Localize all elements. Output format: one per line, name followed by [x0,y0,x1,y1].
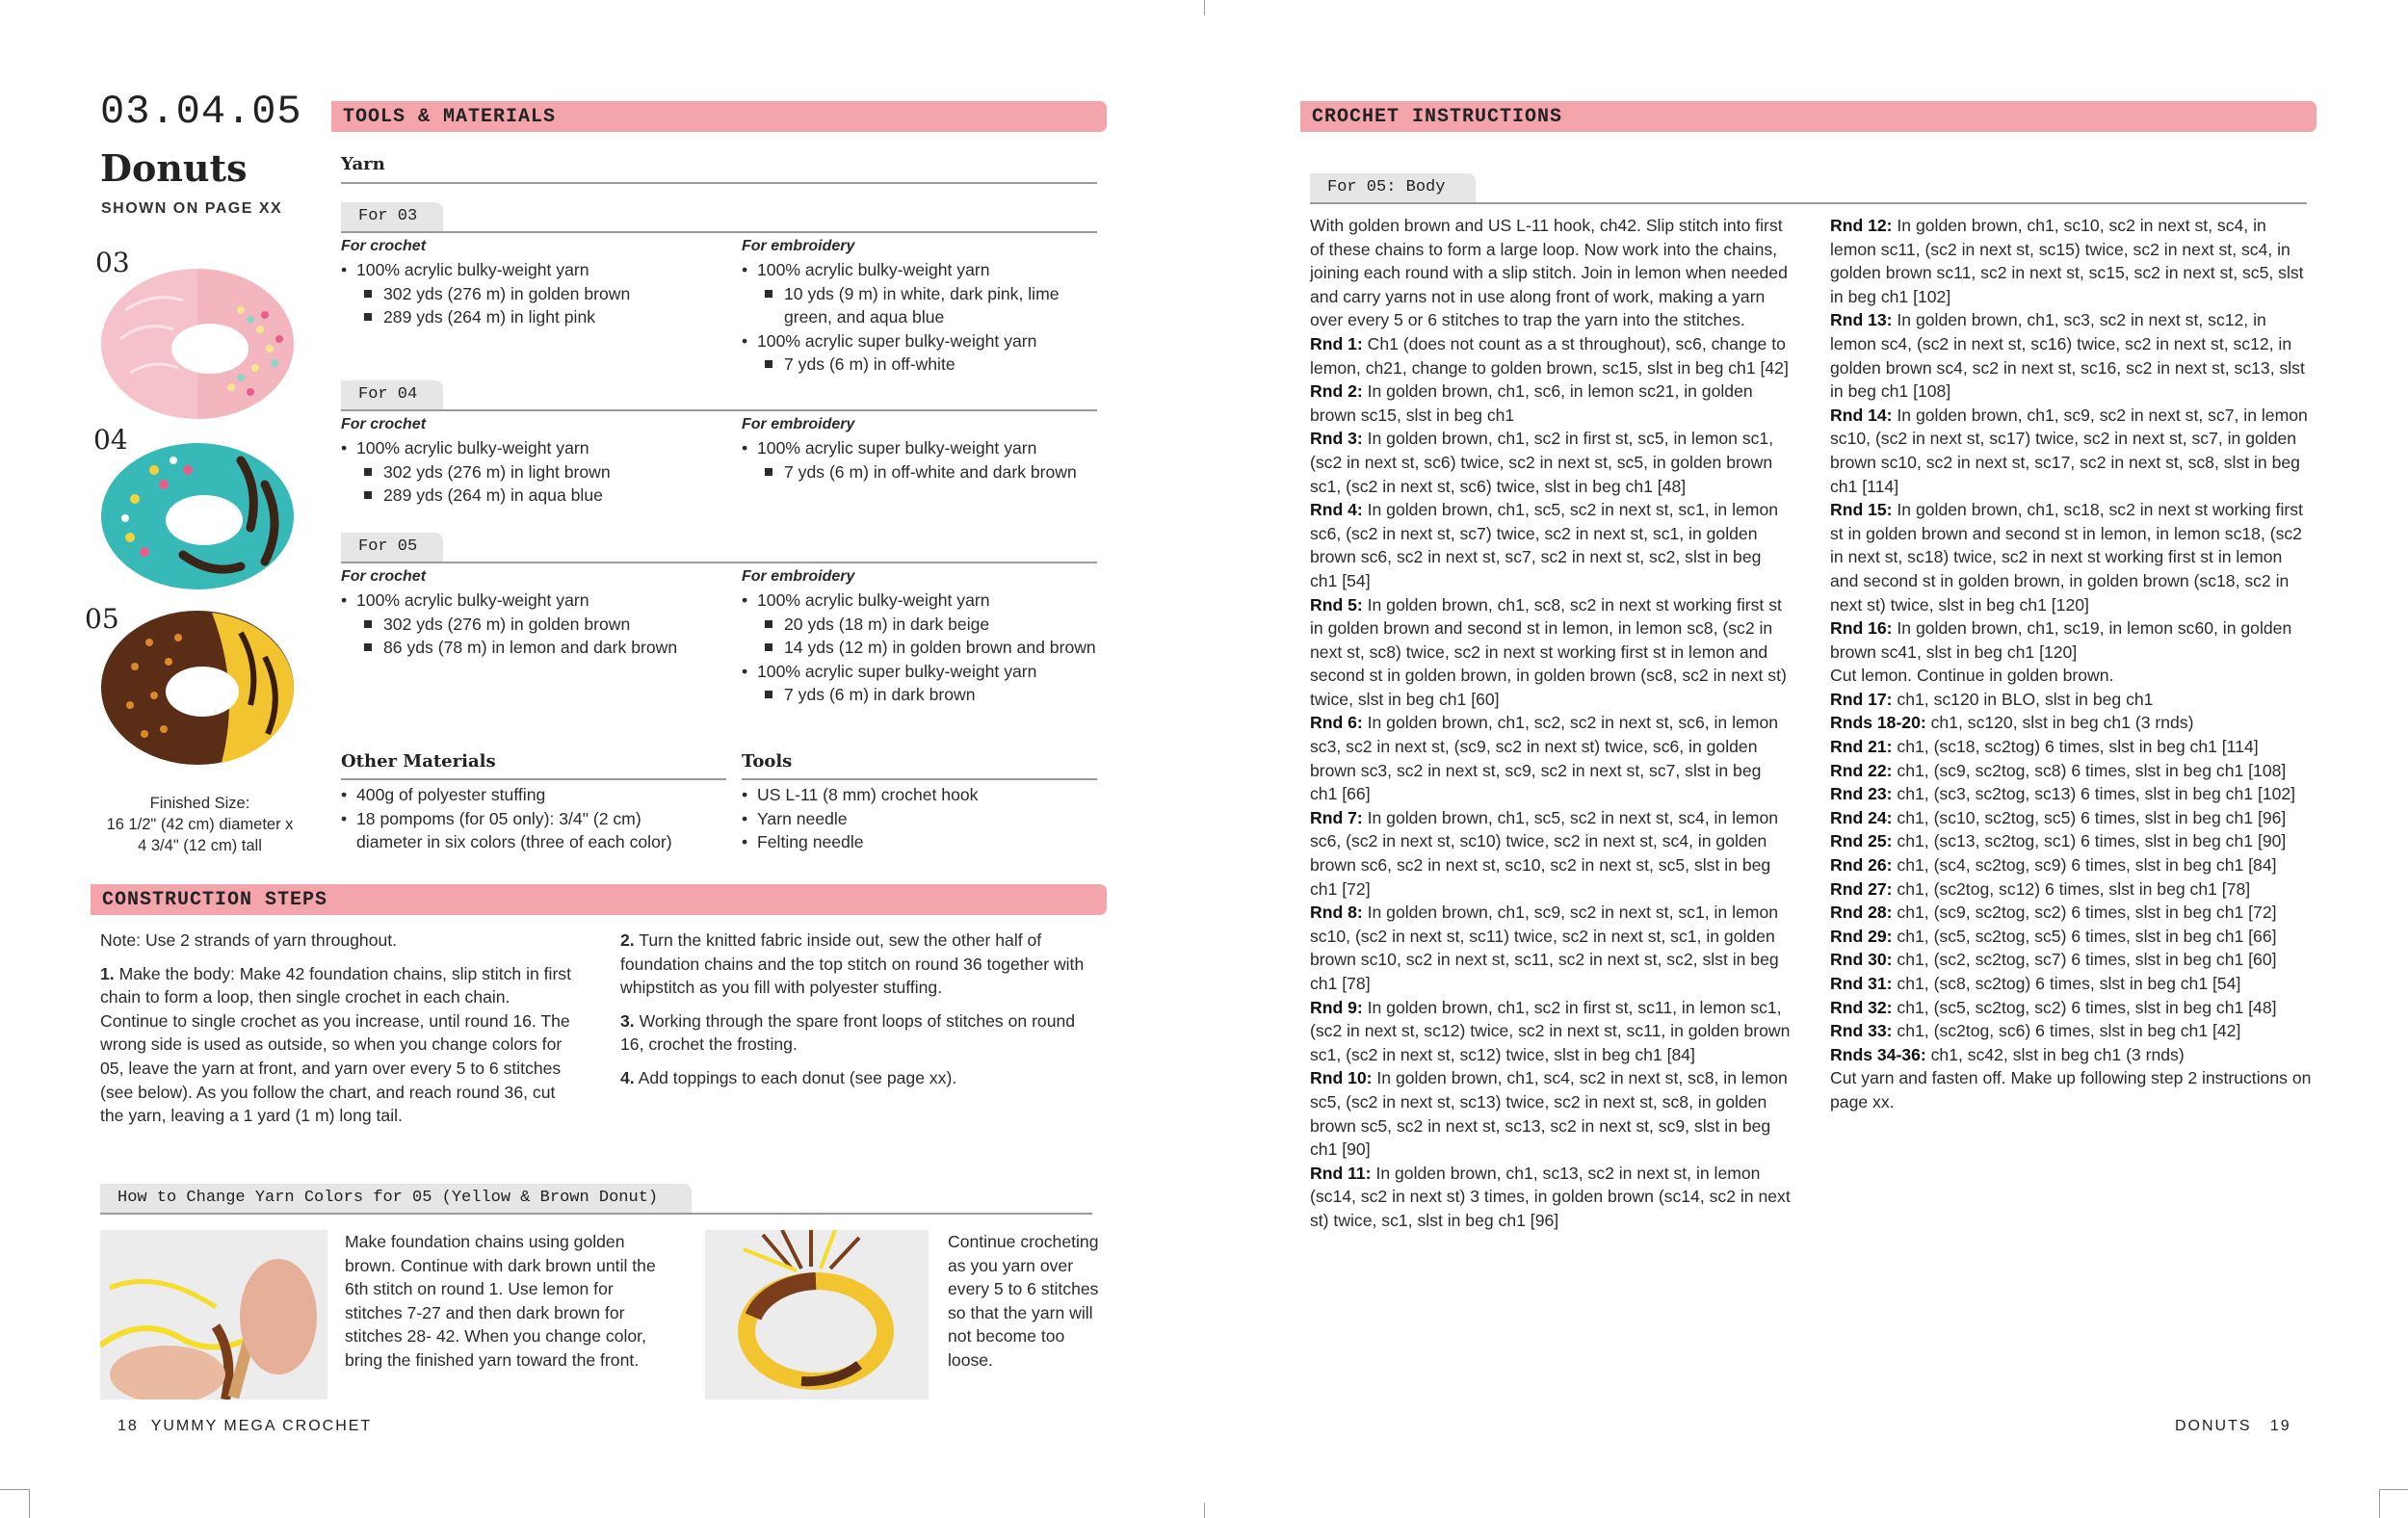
round-label: Rnd 2: [1310,381,1363,402]
embroidery-column-0 [742,235,1098,377]
donut-label-04: 04 [93,424,128,456]
round-label: Rnd 27: [1830,878,1893,899]
tools-list [742,783,1088,854]
round-instruction [1830,688,2312,712]
yarn-amount: 7 yds (6 m) in dark brown [742,683,1098,707]
finished-size-label: Finished Size: [149,795,250,812]
round-label: Rnd 22: [1830,760,1893,780]
round-instruction [1830,877,2312,902]
instructions-column-2 [1830,214,2312,1114]
round-text: ch1, sc120 in BLO, slst in beg ch1 [1897,689,2154,709]
crochet-label: For crochet [341,238,427,254]
divider [341,409,1097,411]
round-label: Rnd 14: [1830,405,1893,425]
round-label: Rnd 21: [1830,737,1893,757]
round-text: Ch1 (does not count as a st throughout), sc6, change to lemon, ch21, change to golden brown, sc15, slst in beg ch1 [42] [1310,333,1789,378]
round-instruction [1830,853,2312,877]
round-instruction [1310,380,1792,427]
crochet-column-0 [341,235,717,329]
round-label: Rnd 4: [1310,500,1363,520]
howto-text-1: Make foundation chains using golden brown. Continue with dark brown until the 6th stitch on round 1. Use lemon for stitches 7-27 and then dark brown for stitches 28- 42. When you change color, bring the finished yarn toward the front. [345,1232,656,1370]
round-text: Cut yarn and fasten off. Make up following step 2 instructions on page xx. [1830,1068,2312,1112]
round-instruction [1310,996,1792,1067]
donut-label-05: 05 [85,603,119,635]
round-label: Rnd 6: [1310,713,1363,733]
finished-size [92,793,308,856]
embroidery-column-1 [742,413,1098,484]
divider [341,231,1097,233]
step-text: Make the body: Make 42 foundation chains, slip stitch in first chain to form a loop, then single crochet in each chain. Continue to single crochet as you increase, until round 16. The wrong side is used as outside, so when you change colors for 05, leave the yarn at front, and yarn over every 5 to 6 stitches (see below). As you follow the chart, and reach round 36, cut the yarn, leaving a 1 yard (1 m) long tail. [100,963,571,1126]
round-label: Rnd 3: [1310,429,1363,449]
round-text: In golden brown, ch1, sc3, sc2 in next st, sc12, in lemon sc4, (sc2 in next st, sc16) twice, sc2 in next st, sc12, in golden brown sc4, sc2 in next st, sc16, sc2 in next st, sc13, slst in beg ch1 [108] [1830,310,2305,402]
round-text: ch1, (sc3, sc2tog, sc13) 6 times, slst in beg ch1 [102] [1897,784,2296,804]
yarn-item: • 100% acrylic bulky-weight yarn [341,436,717,460]
round-text: In golden brown, ch1, sc2, sc2 in next st, sc6, in lemon sc3, sc2 in next st, (sc9, sc2 in next st) twice, sc6, in golden brown sc3, sc2 in next st, sc9, sc2 in next st, sc7, slst in beg ch1 [66] [1310,713,1779,804]
round-label: Rnd 1: [1310,333,1363,353]
yarn-amount: 14 yds (12 m) in golden brown and brown [742,636,1098,660]
donut-04-image [96,432,299,595]
footer-right [2175,1418,2291,1435]
step-text: Note: Use 2 strands of yarn throughout. [100,930,398,950]
round-label: Rnd 5: [1310,594,1363,615]
embroidery-label: For embroidery [742,568,855,585]
round-text: In golden brown, ch1, sc5, sc2 in next st, sc1, in lemon sc6, (sc2 in next st, sc7) twice, sc2 in next st, sc1, in golden brown sc6, sc2 in next st, sc7, sc2 in next st, sc2, slst in beg ch1 [54] [1310,500,1779,590]
round-label: Rnd 25: [1830,831,1893,851]
tool-item: • Felting needle [742,830,1088,854]
round-instruction [1830,901,2312,925]
round-text: ch1, (sc2tog, sc12) 6 times, slst in beg ch1 [78] [1897,878,2251,899]
yarn-amount: 7 yds (6 m) in off-white [742,353,1098,377]
round-text: In golden brown, ch1, sc9, sc2 in next st, sc7, in lemon sc10, (sc2 in next st, sc17) twice, sc2 in next st, sc7, in golden brown sc10, sc2 in next st, sc17, sc2 in next st, sc8, slst in beg ch1 [114] [1830,405,2308,496]
other-material-item: • 400g of polyester stuffing [341,783,707,807]
pattern-number: 03.04.05 [100,89,302,135]
yarn-amount: 10 yds (9 m) in white, dark pink, lime green, and aqua blue [742,282,1098,329]
round-label: Rnd 30: [1830,950,1893,970]
pattern-title: Donuts [100,146,248,190]
yarn-amount: 289 yds (264 m) in aqua blue [341,484,717,508]
round-label: Rnd 13: [1830,310,1893,330]
divider [341,778,726,780]
round-instruction [1310,711,1792,805]
step-number: 1. [100,963,115,983]
donut-05-image [96,599,299,772]
round-label: Rnd 24: [1830,807,1893,827]
page-number: 19 [2269,1418,2291,1434]
crochet-instructions-header: CROCHET INSTRUCTIONS [1300,101,2316,132]
round-text: ch1, (sc8, sc2tog) 6 times, slst in beg ch1 [54] [1897,974,2241,993]
step-number: 4. [620,1067,635,1087]
footer-left [118,1418,372,1435]
round-text: Cut lemon. Continue in golden brown. [1830,666,2114,686]
finished-size-diameter: 16 1/2" (42 cm) diameter x [106,816,294,833]
shown-on-page: SHOWN ON PAGE XX [101,200,283,217]
divider [100,1213,1092,1215]
round-label: Rnd 10: [1310,1068,1373,1088]
round-instruction [1830,1019,2312,1043]
round-instruction [1310,1162,1792,1233]
donut-label-03: 03 [95,247,130,278]
construction-steps-header: CONSTRUCTION STEPS [91,884,1107,915]
chapter-title: DONUTS [2175,1418,2252,1434]
round-instruction [1830,782,2312,806]
round-text: In golden brown, ch1, sc2 in first st, sc5, in lemon sc1, (sc2 in next st, sc6) twice, sc2 in next st, sc5, in golden brown sc1, (sc2 in next st, sc6) twice, slst in beg ch1 [48] [1310,429,1774,496]
instructions-intro: With golden brown and US L-11 hook, ch42. Slip stitch into first of these chains to form a large loop. Now work into the chains, joining each round with a slip stitch. Join in lemon when needed and carry yarns not in use along front of work, making a yarn over every 5 or 6 stitches to trap the yarn into the stitches. [1310,216,1788,330]
round-text: In golden brown, ch1, sc8, sc2 in next st working first st in golden brown and second st in lemon, in lemon sc8, (sc2 in next st, sc8) twice, sc2 in next st working first st in lemon and second st in golden brown, in golden brown (sc8, sc2 in next st) twice, slst in beg ch1 [60] [1310,594,1787,709]
round-text: ch1, (sc2, sc2tog, sc7) 6 times, slst in beg ch1 [60] [1897,950,2277,970]
yarn-item: • 100% acrylic bulky-weight yarn [742,589,1098,613]
round-instruction [1830,735,2312,759]
round-text: ch1, (sc18, sc2tog) 6 times, slst in beg ch1 [114] [1897,737,2259,757]
divider [1310,202,2307,204]
round-instruction [1830,996,2312,1020]
round-instruction [1830,972,2312,996]
tool-item: • US L-11 (8 mm) crochet hook [742,783,1088,807]
round-text: In golden brown, ch1, sc9, sc2 in next st, sc1, in lemon sc10, (sc2 in next st, sc11) twice, sc2 in next st, sc1, in golden brown sc10, sc2 in next st, sc11, sc2 in next st, sc2, slst in beg ch1 [78] [1310,903,1779,993]
round-text: ch1, sc42, slst in beg ch1 (3 rnds) [1930,1044,2185,1064]
construction-step [620,1066,1092,1090]
yarn-item: • 100% acrylic super bulky-weight yarn [742,660,1098,684]
round-text: ch1, (sc13, sc2tog, sc1) 6 times, slst in beg ch1 [90] [1897,831,2287,851]
crop-mark [2379,1489,2408,1490]
step-text: Add toppings to each donut (see page xx). [638,1067,957,1087]
construction-steps-left [100,929,582,1138]
body-tab: For 05: Body [1310,173,1476,202]
yarn-amount: 20 yds (18 m) in dark beige [742,613,1098,637]
round-label: Rnd 33: [1830,1021,1893,1041]
round-instruction [1830,616,2312,664]
round-label: Rnd 32: [1830,997,1893,1017]
yarn-item: • 100% acrylic bulky-weight yarn [341,589,717,613]
yarn-item: • 100% acrylic bulky-weight yarn [742,258,1098,282]
yarn-amount: 302 yds (276 m) in golden brown [341,613,717,637]
yarn-tab-label: For 05 [358,537,418,556]
round-label: Rnd 26: [1830,855,1893,876]
round-instruction [1830,308,2312,403]
other-material-item: • 18 pompoms (for 05 only): 3/4" (2 cm) diameter in six colors (three of each color) [341,807,707,854]
other-materials-list [341,783,707,854]
round-text: In golden brown, ch1, sc6, in lemon sc21, in golden brown sc15, slst in beg ch1 [1310,381,1753,425]
crochet-column-1 [341,413,717,508]
round-instruction [1830,404,2312,498]
round-text: In golden brown, ch1, sc13, sc2 in next st, in lemon (sc14, sc2 in next st) 3 times, in golden brown (sc14, sc2 in next st) twice, sc1, slst in beg ch1 [96] [1310,1163,1791,1230]
round-instruction [1830,759,2312,783]
divider [742,778,1097,780]
round-instruction [1830,1043,2312,1067]
round-text: ch1, (sc2tog, sc6) 6 times, slst in beg ch1 [42] [1897,1021,2241,1041]
yarn-item: • 100% acrylic super bulky-weight yarn [742,436,1098,460]
construction-step [100,962,582,1128]
round-text: ch1, (sc9, sc2tog, sc8) 6 times, slst in beg ch1 [108] [1897,760,2287,780]
page-number: 18 [118,1418,139,1434]
yarn-amount: 289 yds (264 m) in light pink [341,305,717,329]
round-label: Rnd 15: [1830,500,1893,520]
round-text: ch1, (sc4, sc2tog, sc9) 6 times, slst in beg ch1 [84] [1897,855,2277,876]
yarn-amount: 302 yds (276 m) in light brown [341,460,717,484]
crop-mark [2379,1489,2380,1518]
round-label: Rnd 16: [1830,618,1893,639]
tool-item: • Yarn needle [742,807,1088,831]
howto-tab: How to Change Yarn Colors for 05 (Yellow & Brown Donut) [100,1184,692,1213]
round-text: ch1, sc120, slst in beg ch1 (3 rnds) [1930,713,2194,733]
round-instruction [1310,1066,1792,1161]
photo-foundation-chains [100,1230,327,1400]
round-label: Rnd 12: [1830,216,1893,235]
round-text: In golden brown, ch1, sc10, sc2 in next st, sc4, in lemon sc11, (sc2 in next st, sc15) twice, sc2 in next st, sc4, in golden brown sc11, sc2 in next st, sc15, sc2 in next st, sc5, slst in beg ch1 [102] [1830,216,2304,306]
tools-materials-header: TOOLS & MATERIALS [331,101,1107,132]
yarn-heading: Yarn [341,154,385,174]
round-text: ch1, (sc5, sc2tog, sc2) 6 times, slst in beg ch1 [48] [1897,997,2277,1017]
yarn-tab-1 [341,380,443,409]
embroidery-column-2 [742,565,1098,707]
round-instruction [1310,806,1792,901]
embroidery-label: For embroidery [742,238,855,254]
yarn-tab-0 [341,202,443,231]
step-text: Working through the spare front loops of stitches on round 16, crochet the frosting. [620,1010,1076,1055]
round-label: Rnd 9: [1310,997,1363,1017]
round-label: Rnd 23: [1830,784,1893,804]
round-text: ch1, (sc5, sc2tog, sc5) 6 times, slst in beg ch1 [66] [1897,926,2277,946]
yarn-amount: 86 yds (78 m) in lemon and dark brown [341,636,717,660]
round-instruction [1310,498,1792,592]
yarn-amount: 7 yds (6 m) in off-white and dark brown [742,460,1098,484]
finished-size-height: 4 3/4" (12 cm) tall [138,837,262,854]
round-text: ch1, (sc10, sc2tog, sc5) 6 times, slst in beg ch1 [96] [1897,807,2287,827]
divider [341,182,1097,184]
round-instruction [1310,427,1792,498]
crop-mark [29,1489,30,1518]
yarn-item: • 100% acrylic super bulky-weight yarn [742,329,1098,353]
other-materials-heading: Other Materials [341,751,496,772]
howto-text-2: Continue crocheting as you yarn over every 5 to 6 stitches so that the yarn will not become too loose. [948,1232,1099,1370]
round-instruction [1830,925,2312,949]
crop-mark [0,1489,29,1490]
step-number: 2. [620,930,635,950]
round-instruction [1310,332,1792,380]
round-instruction [1830,711,2312,735]
yarn-tab-label: For 04 [358,385,418,404]
round-label: Rnds 18-20: [1830,713,1926,733]
embroidery-label: For embroidery [742,416,855,432]
yarn-item: • 100% acrylic bulky-weight yarn [341,258,717,282]
construction-step [620,1009,1092,1057]
yarn-tab-label: For 03 [358,207,418,225]
round-instruction [1830,829,2312,853]
round-instruction [1830,664,2312,688]
construction-step [620,929,1092,1000]
donut-03-image [96,252,299,426]
round-label: Rnd 7: [1310,807,1363,827]
round-label: Rnd 11: [1310,1163,1372,1183]
yarn-tab-2 [341,533,443,562]
step-text: Turn the knitted fabric inside out, sew the other half of foundation chains and the top stitch on round 36 together with whipstitch as you fill with polyester stuffing. [620,930,1085,998]
round-instruction [1830,806,2312,830]
tools-heading: Tools [742,751,793,772]
round-text: In golden brown, ch1, sc5, sc2 in next st, sc4, in lemon sc6, (sc2 in next st, sc10) twice, sc2 in next st, sc4, in golden brown sc6, sc2 in next st, sc10, sc2 in next st, sc5, slst in beg ch1 [72] [1310,807,1779,899]
crochet-label: For crochet [341,416,427,432]
round-label: Rnd 31: [1830,974,1893,993]
round-label: Rnd 28: [1830,903,1893,923]
instructions-column-1 [1310,214,1792,1233]
crop-mark [1204,1503,1205,1518]
book-title: YUMMY MEGA CROCHET [150,1418,373,1434]
round-text: In golden brown, ch1, sc19, in lemon sc60, in golden brown sc41, slst in beg ch1 [120] [1830,618,2292,662]
yarn-amount: 302 yds (276 m) in golden brown [341,282,717,306]
crochet-column-2 [341,565,717,660]
round-instruction [1830,948,2312,972]
divider [341,562,1097,563]
round-text: In golden brown, ch1, sc4, sc2 in next st, sc8, in lemon sc5, (sc2 in next st, sc13) twice, sc2 in next st, sc8, in golden brown sc5, sc2 in next st, sc13, sc2 in next st, sc9, slst in beg ch1 [90] [1310,1068,1788,1160]
round-label: Rnd 29: [1830,926,1893,946]
round-text: In golden brown, ch1, sc2 in first st, sc11, in lemon sc1, (sc2 in next st, sc12) twice, sc2 in next st, sc11, in golden brown sc1, (sc2 in next st, sc12) twice, slst in beg ch1 [84] [1310,997,1791,1064]
construction-steps-right [620,929,1092,1100]
construction-step [100,929,582,953]
step-number: 3. [620,1010,635,1031]
round-label: Rnd 17: [1830,689,1893,709]
round-label: Rnds 34-36: [1830,1044,1926,1064]
round-label: Rnd 8: [1310,903,1363,923]
round-text: ch1, (sc9, sc2tog, sc2) 6 times, slst in beg ch1 [72] [1897,903,2277,923]
round-text: In golden brown, ch1, sc18, sc2 in next st working first st in golden brown and second st in lemon, in lemon sc18, (sc2 in next st, sc18) twice, sc2 in next st working first st in lemon and second st in golden brown, in golden brown (sc18, sc2 in next st) twice, slst in beg ch1 [120] [1830,500,2303,615]
photo-color-ring [705,1230,929,1400]
crop-mark [1204,0,1205,15]
round-instruction [1830,1066,2312,1113]
round-instruction [1830,498,2312,616]
round-instruction [1310,901,1792,995]
crochet-label: For crochet [341,568,427,585]
round-instruction [1310,593,1792,712]
round-instruction [1830,214,2312,308]
